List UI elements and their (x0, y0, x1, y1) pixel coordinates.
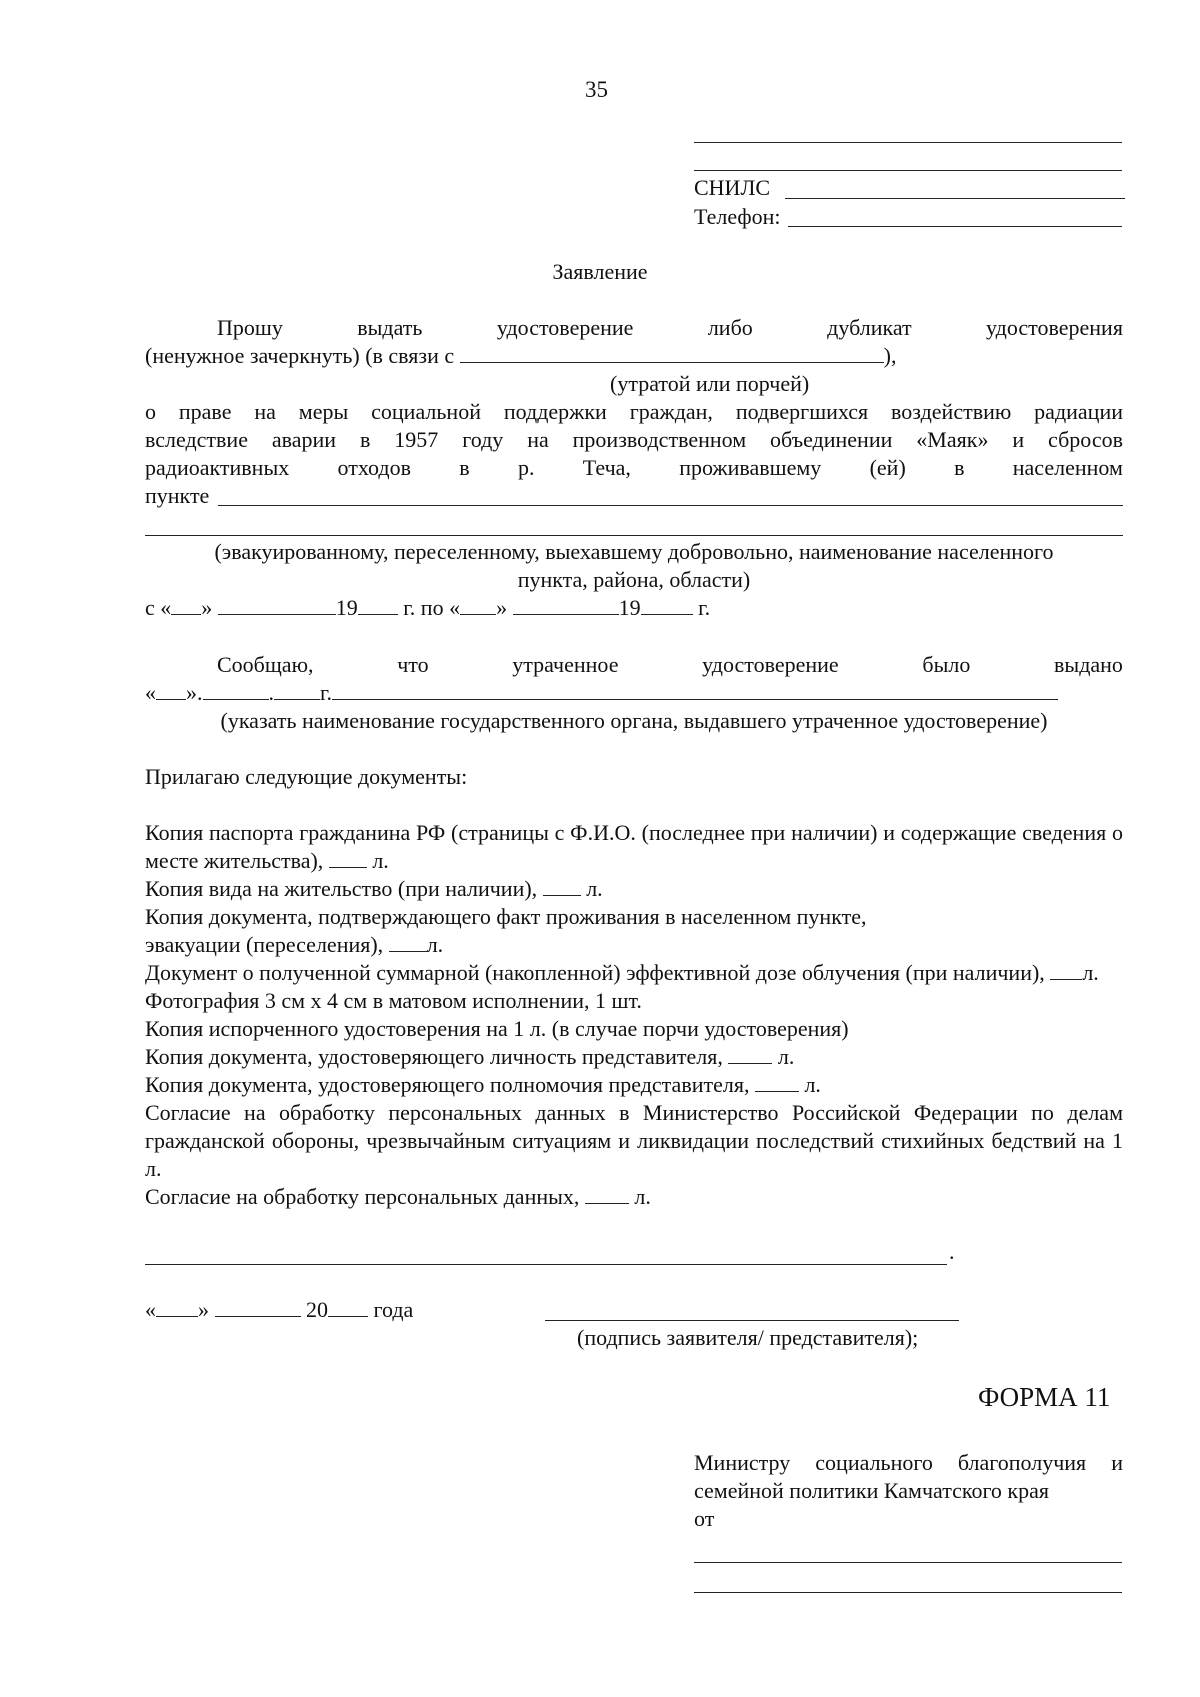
list-item: Согласие на обработку персональных данных, л. (145, 1184, 651, 1209)
sign-month-field[interactable] (215, 1297, 301, 1317)
word: удостоверение (496, 315, 634, 340)
place-hint-2: пункта, района, области) (517, 567, 751, 592)
applicant-name-field-2[interactable] (694, 1592, 1122, 1593)
snils-label: СНИЛС (694, 175, 771, 200)
list-item: эвакуации (переселения), л. (145, 932, 444, 957)
place-field-2[interactable] (145, 535, 1123, 536)
word: Прошу (217, 315, 283, 340)
to-year-field[interactable] (641, 595, 693, 615)
to-month-field[interactable] (513, 595, 619, 615)
snils-field[interactable] (785, 198, 1125, 199)
applicant-name-field-1[interactable] (694, 1562, 1122, 1563)
page-count-field[interactable] (389, 932, 427, 952)
reason-field[interactable] (460, 343, 884, 363)
lost-line-2: « ». . г. (145, 679, 1058, 707)
documents-list (145, 819, 1123, 1211)
request-line-4: вследствие аварии в 1957 году на производственном объединении «Маяк» и сбросов (145, 427, 1123, 452)
sign-year-field[interactable] (328, 1297, 368, 1317)
page-count-field[interactable] (329, 848, 367, 868)
issue-day-field[interactable] (156, 680, 186, 700)
request-line-1 (217, 314, 1123, 342)
page-count-field[interactable] (585, 1184, 629, 1204)
form-label: ФОРМА 11 (978, 1382, 1111, 1412)
list-item: Копия документа, удостоверяющего личность представителя, л. (145, 1044, 795, 1069)
request-line-3: о праве на меры социальной поддержки граждан, подвергшихся воздействию радиации (145, 399, 1123, 424)
addressee-line-1: Министру социального благополучия и (694, 1450, 1123, 1475)
list-item: Фотография 3 см х 4 см в матовом исполнении, 1 шт. (145, 988, 642, 1013)
word: либо (707, 315, 753, 340)
signature-field[interactable] (545, 1320, 959, 1321)
signature-date-line: « » 20 года (145, 1297, 414, 1322)
addressee-line-3: от (694, 1506, 715, 1531)
document-title: Заявление (552, 259, 648, 284)
page-count-field[interactable] (728, 1044, 772, 1064)
list-item: Копия вида на жительство (при наличии), л. (145, 876, 603, 901)
from-month-field[interactable] (218, 595, 336, 615)
to-day-field[interactable] (460, 595, 496, 615)
word: удостоверения (986, 315, 1123, 340)
list-item: Документ о полученной суммарной (накопленной) эффективной дозе облучения (при наличии), л. (145, 960, 1099, 985)
phone-label: Телефон: (694, 204, 781, 229)
page-count-field[interactable] (1050, 960, 1082, 980)
phone-field[interactable] (788, 226, 1122, 227)
issuing-authority-field[interactable] (332, 680, 1058, 700)
reason-hint: (утратой или порчей) (610, 371, 810, 396)
page-count-field[interactable] (755, 1072, 799, 1092)
page-count-field[interactable] (543, 876, 581, 896)
header-blank-line-1 (694, 142, 1122, 143)
issue-year-field[interactable] (274, 680, 320, 700)
date-range-line: с « » 19 г. по « » 19 г. (145, 595, 711, 620)
request-line-2: (ненужное зачеркнуть) (в связи с ), (145, 343, 897, 368)
request-line-6: пункте (145, 483, 210, 508)
page-number: 35 (585, 77, 608, 102)
word: выдать (357, 315, 423, 340)
attach-heading: Прилагаю следующие документы: (145, 764, 468, 789)
list-item: Копия паспорта гражданина РФ (страницы с Ф.И.О. (последнее при наличии) и содержащие сведения о месте жительства), л. (145, 820, 1123, 873)
sign-day-field[interactable] (156, 1297, 198, 1317)
lost-line-1: Сообщаю, что утраченное удостоверение было выдано (217, 652, 1123, 677)
place-field-1[interactable] (218, 505, 1123, 506)
list-item: Копия документа, подтверждающего факт проживания в населенном пункте, (145, 904, 867, 929)
place-hint-1: (эвакуированному, переселенному, выехавшему добровольно, наименование населенного (214, 539, 1054, 564)
word: дубликат (827, 315, 912, 340)
request-line-5: радиоактивных отходов в р. Теча, проживавшему (ей) в населенном (145, 455, 1123, 480)
lost-hint: (указать наименование государственного органа, выдавшего утраченное удостоверение) (220, 708, 1048, 733)
addressee-line-2: семейной политики Камчатского края (694, 1478, 1049, 1503)
list-item: Копия документа, удостоверяющего полномочия представителя, л. (145, 1072, 821, 1097)
from-day-field[interactable] (171, 595, 201, 615)
list-item: Согласие на обработку персональных данных в Министерство Российской Федерации по делам гражданской обороны, чрезвычайным ситуациям и ликвидации последствий стихийных бедствий на 1 л. (145, 1100, 1123, 1181)
header-blank-line-2 (694, 170, 1122, 171)
blank-line-end: . (949, 1239, 955, 1264)
from-year-field[interactable] (358, 595, 398, 615)
additional-documents-field[interactable] (145, 1264, 947, 1265)
signature-hint: (подпись заявителя/ представителя); (577, 1325, 919, 1350)
issue-month-field[interactable] (203, 680, 269, 700)
list-item: Копия испорченного удостоверения на 1 л. (в случае порчи удостоверения) (145, 1016, 849, 1041)
